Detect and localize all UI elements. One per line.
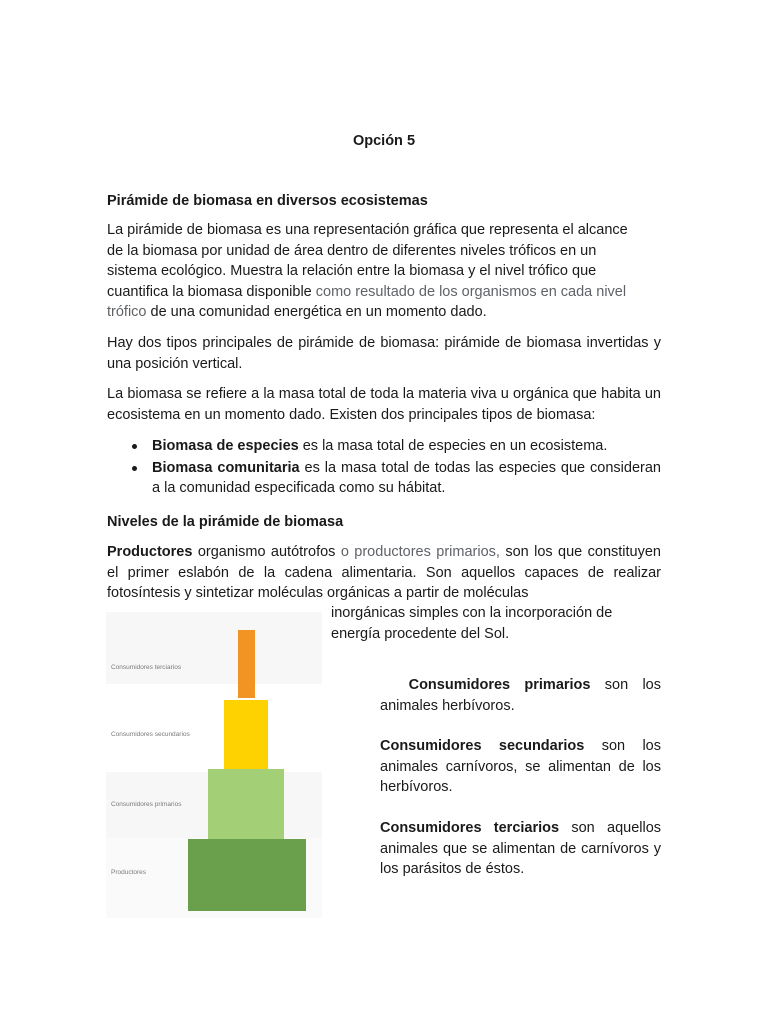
secondary-text-a: son los animales xyxy=(380,738,661,775)
intro-line-2: de la biomasa por unidad de área dentro de diferentes niveles tróficos en un xyxy=(107,242,597,259)
bullet-text: es la masa total de especies en un ecosistema. xyxy=(298,438,608,454)
intro-line-1: La pirámide de biomasa es una representación gráfica que representa el alcance xyxy=(107,222,628,238)
figure-label-tertiary: Consumidores terciarios xyxy=(111,664,182,671)
secondary-text-c: , se alimentan de los herbívoros. xyxy=(380,758,662,795)
producers-paragraph xyxy=(107,542,661,604)
producers-cont-line-2: energía procedente del Sol. xyxy=(331,625,510,642)
page-title: Opción 5 xyxy=(352,133,416,149)
biomass-types-list xyxy=(107,436,661,500)
list-item xyxy=(152,458,661,499)
primary-text-b: herbívoros xyxy=(442,697,511,714)
tertiary-text-b: aquellos animales que se alimentan de carnívoros y los parásitos de éstos. xyxy=(380,820,662,877)
intro-line-3: sistema ecológico. Muestra la relación entre la biomasa y el nivel trófico que xyxy=(107,263,597,279)
intro-paragraph xyxy=(107,220,661,323)
pyramid-bar-producers xyxy=(188,839,306,911)
figure-band xyxy=(106,612,322,684)
pyramid-bar-primary xyxy=(208,769,284,839)
figure-label-primary: Consumidores primarios xyxy=(111,801,182,808)
bullet-term: Biomasa de especies xyxy=(152,438,299,454)
intro-line-5b: de una comunidad energética en un momento dado. xyxy=(146,304,487,320)
producers-paragraph-continued xyxy=(331,603,661,644)
tertiary-consumers-paragraph xyxy=(380,818,661,880)
figure-label-secondary: Consumidores secundarios xyxy=(111,731,190,738)
primary-text-c: . xyxy=(510,697,515,714)
primary-consumers-paragraph xyxy=(380,675,661,716)
intro-line-5a: trófico xyxy=(107,304,147,320)
intro-line-4b: como resultado de los organismos en cada nivel xyxy=(315,283,627,300)
pyramid-bar-tertiary xyxy=(238,630,255,698)
types-paragraph: Hay dos tipos principales de pirámide de biomasa: pirámide de biomasa invertidas y una posición vertical. xyxy=(107,335,661,372)
biomass-definition-paragraph: La biomasa se refiere a la masa total de toda la materia viva u orgánica que habita un ecosistema en un momento dado. Existen dos principales tipos de biomasa: xyxy=(107,386,661,423)
list-item xyxy=(152,436,661,457)
biomass-pyramid-figure xyxy=(106,612,322,918)
secondary-consumers-paragraph xyxy=(380,736,661,798)
pyramid-bar-secondary xyxy=(224,700,268,769)
producers-text-c: son los que constituyen el primer eslabón de la cadena alimentaria. Son aquellos capaces de realizar fotosíntesis y sintetizar moléculas orgánicas a partir de moléculas xyxy=(107,544,661,601)
primary-term: Consumidores primarios xyxy=(408,677,591,693)
figure-label-producers: Productores xyxy=(111,869,147,876)
primary-text-a: son los animales xyxy=(380,677,661,714)
tertiary-text-a: son xyxy=(559,820,607,836)
bullet-term: Biomasa comunitaria xyxy=(152,459,300,476)
section-heading-biomass-pyramid: Pirámide de biomasa en diversos ecosistemas xyxy=(107,193,428,209)
intro-line-4a: cuantifica la biomasa disponible xyxy=(107,283,316,300)
bullet-text: es la masa total de todas las especies que consideran a la comunidad especificada como su hábitat. xyxy=(152,459,661,496)
secondary-term: Consumidores secundarios xyxy=(380,738,585,754)
producers-text-b: o productores primarios, xyxy=(335,544,500,560)
secondary-text-b: carnívoros xyxy=(445,758,514,775)
producers-cont-line-1: inorgánicas simples con la incorporación de xyxy=(331,605,613,621)
tertiary-term: Consumidores terciarios xyxy=(380,820,560,836)
producers-text-a: organismo autótrofos xyxy=(192,544,336,560)
producers-term: Productores xyxy=(107,544,193,560)
section-heading-levels: Niveles de la pirámide de biomasa xyxy=(107,514,344,530)
